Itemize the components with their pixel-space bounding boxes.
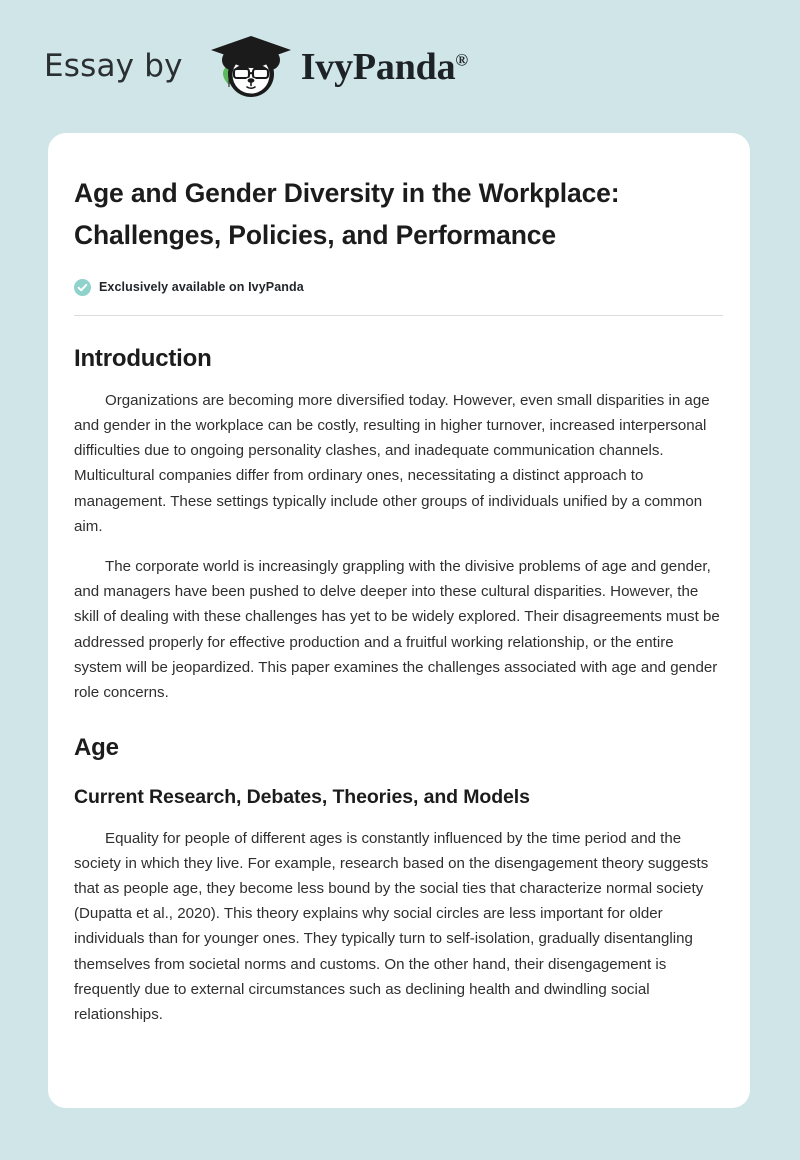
title-divider bbox=[74, 315, 723, 316]
section-heading-introduction: Introduction bbox=[74, 344, 212, 372]
section-heading-age: Age bbox=[74, 734, 119, 762]
ivypanda-wordmark bbox=[300, 45, 468, 88]
masthead bbox=[0, 0, 800, 133]
ivypanda-wordmark-text: IvyPanda bbox=[300, 45, 456, 88]
essay-by-label: Essay by bbox=[44, 48, 183, 84]
registered-trademark-mark: ® bbox=[455, 49, 468, 69]
paragraph: Equality for people of different ages is constantly influenced by the time period and the society in which they live. For example, research based on the disengagement theory suggests that as people age, they become less bound by the social ties that characterize normal society (Dupatta et al., 2020). This theory explains why social circles are less important for older individuals than for younger ones. They typically turn to self-isolation, gradually disentangling themselves from societal norms and customs. On the other hand, their disengagement is frequently due to external circumstances such as declining health and dwindling social relationships. bbox=[74, 829, 709, 1023]
paragraph: The corporate world is increasingly grappling with the divisive problems of age and gender, and managers have been pushed to delve deeper into these cultural disparities. However, the skill of dealing with these challenges has yet to be widely explored. Their disagreements must be addressed properly for effective production and a fruitful working relationship, or the entire system will be jeopardized. This paper examines the challenges associated with age and gender role concerns. bbox=[74, 557, 720, 701]
panda-graduate-logo-icon bbox=[199, 31, 295, 103]
document-card bbox=[48, 133, 750, 1108]
paragraph: Organizations are becoming more diversified today. However, even small disparities in age and gender in the workplace can be costly, resulting in higher turnover, increased interpersonal difficulties due to ongoing personality clashes, and inadequate communication channels. Multicultural companies differ from ordinary ones, necessitating a distinct approach to management. These settings typically include other groups of individuals unified by a common aim. bbox=[74, 391, 710, 535]
page-title: Age and Gender Diversity in the Workplace: Challenges, Policies, and Performance bbox=[74, 178, 620, 250]
exclusive-availability-badge bbox=[74, 279, 723, 296]
check-circle-icon bbox=[74, 279, 91, 296]
exclusive-availability-label: Exclusively available on IvyPanda bbox=[99, 280, 304, 295]
ivypanda-brand-lockup bbox=[44, 31, 468, 103]
subsection-heading-current-research: Current Research, Debates, Theories, and Models bbox=[74, 786, 530, 809]
